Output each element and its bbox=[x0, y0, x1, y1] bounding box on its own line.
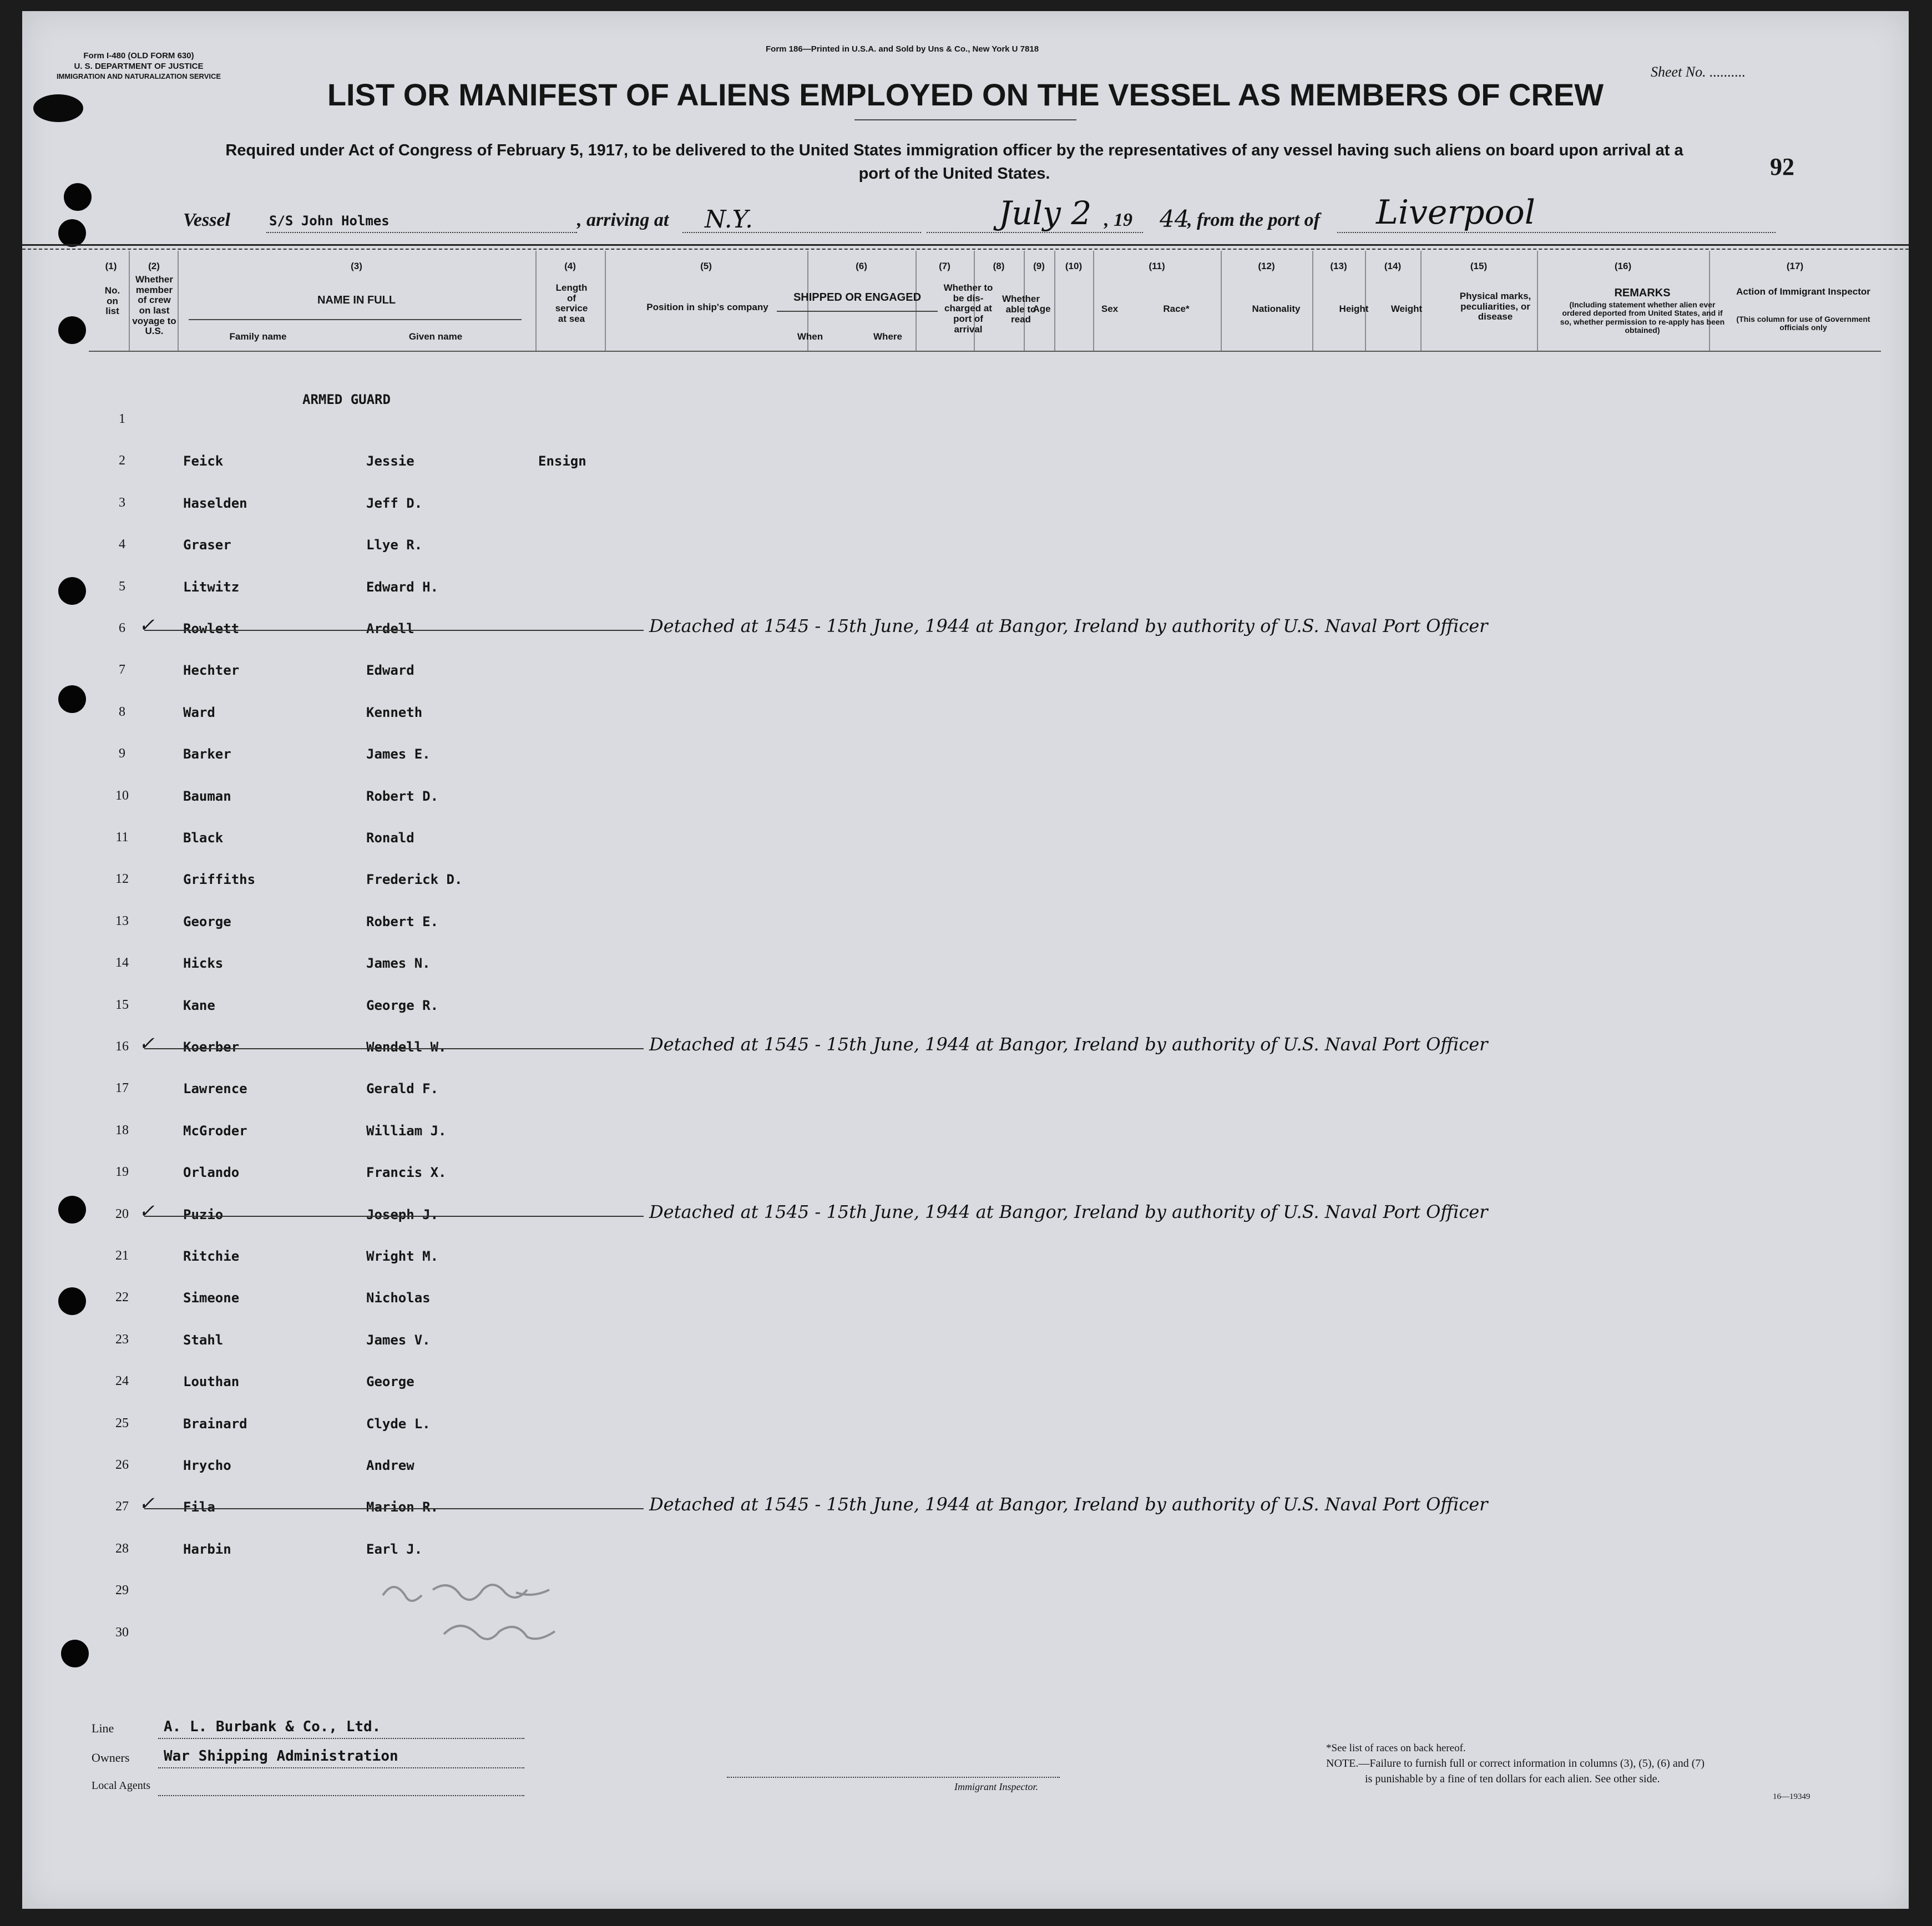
given-name: Edward H. bbox=[366, 579, 439, 595]
col-head-3: NAME IN FULL bbox=[317, 294, 396, 306]
given-name: Llye R. bbox=[366, 537, 423, 553]
page-number: 92 bbox=[1770, 153, 1794, 180]
col-num-1: (1) bbox=[105, 261, 117, 271]
given-name: George R. bbox=[366, 998, 439, 1013]
penalty-note-1: NOTE.—Failure to furnish full or correct information in columns (3), (5), (6) and (7) bbox=[1326, 1757, 1705, 1770]
footer-line-rule bbox=[158, 1738, 524, 1739]
given-name: Nicholas bbox=[366, 1290, 431, 1306]
strike-through-line bbox=[144, 1048, 644, 1049]
row-number: 8 bbox=[119, 705, 125, 719]
row-number: 28 bbox=[115, 1541, 129, 1556]
header-top-rule-2 bbox=[22, 249, 1909, 250]
where-head: Where bbox=[873, 331, 902, 342]
departure-port: Liverpool bbox=[1376, 193, 1535, 232]
punch-hole bbox=[58, 1287, 86, 1315]
subtitle-line1: Required under Act of Congress of February 5, 1917, to be delivered to the United States immigration officer by the representatives of any vessel having such aliens on board upon arrival at a bbox=[225, 141, 1683, 159]
given-name: Edward bbox=[366, 663, 414, 678]
row-number: 14 bbox=[115, 956, 129, 970]
given-name: Joseph J. bbox=[366, 1207, 439, 1222]
family-name: Litwitz bbox=[183, 579, 240, 595]
given-name: James E. bbox=[366, 746, 431, 762]
footer-line-label: Line bbox=[92, 1721, 114, 1735]
given-name: Ardell bbox=[366, 621, 414, 636]
detachment-remark: Detached at 1545 - 15th June, 1944 at Bangor, Ireland by authority of U.S. Naval Port Officer bbox=[649, 1034, 1488, 1055]
header-bottom-rule bbox=[89, 351, 1881, 352]
punch-hole bbox=[58, 685, 86, 713]
family-name: Koerber bbox=[183, 1039, 240, 1055]
ship-position: Ensign bbox=[538, 453, 586, 469]
col-num-15: (15) bbox=[1470, 261, 1488, 271]
footer-agents-rule bbox=[158, 1795, 524, 1796]
col-num-12: (12) bbox=[1258, 261, 1275, 271]
check-mark: ✓ bbox=[139, 1033, 155, 1055]
family-name: Feick bbox=[183, 453, 224, 469]
footer-owners-value: War Shipping Administration bbox=[164, 1748, 398, 1765]
family-name: Griffiths bbox=[183, 872, 256, 887]
punch-hole bbox=[64, 183, 92, 211]
form-id-line3: IMMIGRATION AND NATURALIZATION SERVICE bbox=[56, 72, 221, 80]
family-name: Rowlett bbox=[183, 621, 240, 636]
row-number: 10 bbox=[115, 788, 129, 803]
row-number: 3 bbox=[119, 496, 125, 510]
signature-drawing bbox=[377, 1573, 627, 1651]
family-name: Louthan bbox=[183, 1374, 240, 1389]
given-name: Francis X. bbox=[366, 1165, 447, 1180]
given-name: Marion R. bbox=[366, 1499, 439, 1515]
punch-hole bbox=[58, 577, 86, 605]
row-number: 13 bbox=[115, 914, 129, 928]
row-number: 6 bbox=[119, 621, 125, 635]
family-name: Ward bbox=[183, 705, 215, 720]
row-number: 25 bbox=[115, 1416, 129, 1430]
vessel-fill-rule bbox=[266, 232, 577, 233]
races-note: *See list of races on back hereof. bbox=[1326, 1742, 1466, 1754]
punch-hole bbox=[61, 1640, 89, 1667]
col-num-6: (6) bbox=[856, 261, 867, 271]
row-number: 19 bbox=[115, 1165, 129, 1179]
family-name: Hicks bbox=[183, 956, 224, 971]
col-num-17: (17) bbox=[1786, 261, 1804, 271]
given-name: James V. bbox=[366, 1332, 431, 1348]
row-number: 1 bbox=[119, 412, 125, 426]
given-name: Jessie bbox=[366, 453, 414, 469]
inspector-note: (This column for use of Government officials only bbox=[1736, 315, 1870, 332]
arriving-label: , arriving at bbox=[577, 210, 669, 230]
col-num-7: (7) bbox=[939, 261, 950, 271]
detachment-remark: Detached at 1545 - 15th June, 1944 at Bangor, Ireland by authority of U.S. Naval Port Officer bbox=[649, 1494, 1488, 1515]
row-number: 2 bbox=[119, 453, 125, 468]
check-mark: ✓ bbox=[139, 1493, 155, 1515]
year-prefix: , 19 bbox=[1104, 210, 1132, 230]
given-name: Robert D. bbox=[366, 788, 439, 804]
col-num-14: (14) bbox=[1384, 261, 1402, 271]
family-name: Harbin bbox=[183, 1541, 231, 1557]
subtitle-line2: port of the United States. bbox=[858, 165, 1050, 183]
detachment-remark: Detached at 1545 - 15th June, 1944 at Bangor, Ireland by authority of U.S. Naval Port Officer bbox=[649, 1201, 1488, 1222]
col-head-10: Sex bbox=[1101, 304, 1119, 314]
footer-owners-rule bbox=[158, 1767, 524, 1768]
punch-hole bbox=[58, 219, 86, 247]
family-name: Bauman bbox=[183, 788, 231, 804]
col-head-17: Action of Immigrant Inspector bbox=[1736, 286, 1870, 297]
col-head-15: Physical marks, peculiarities, or disease bbox=[1459, 291, 1531, 322]
punch-hole bbox=[58, 1196, 86, 1224]
form-id-line2: U. S. DEPARTMENT OF JUSTICE bbox=[74, 61, 204, 71]
arriving-port: N.Y. bbox=[705, 205, 753, 234]
given-name: Clyde L. bbox=[366, 1416, 431, 1432]
penalty-note-2: is punishable by a fine of ten dollars for each alien. See other side. bbox=[1365, 1773, 1660, 1785]
col-head-8: Whether able to read bbox=[1002, 294, 1040, 325]
manifest-page bbox=[22, 11, 1909, 1909]
form-title: LIST OR MANIFEST OF ALIENS EMPLOYED ON THE VESSEL AS MEMBERS OF CREW bbox=[327, 77, 1604, 112]
sheet-number: Sheet No. .......... bbox=[1651, 64, 1746, 80]
given-name: Wendell W. bbox=[366, 1039, 447, 1055]
row-number: 16 bbox=[115, 1039, 129, 1054]
row-number: 30 bbox=[115, 1625, 129, 1640]
col-num-11: (11) bbox=[1149, 261, 1165, 271]
given-name: Ronald bbox=[366, 830, 414, 846]
given-name-head: Given name bbox=[408, 331, 463, 342]
arriving-fill-rule bbox=[682, 232, 921, 233]
family-name: Haselden bbox=[183, 496, 247, 511]
row-number: 12 bbox=[115, 872, 129, 886]
row-number: 27 bbox=[115, 1499, 129, 1514]
title-rule bbox=[854, 119, 1076, 120]
col-head-6: SHIPPED OR ENGAGED bbox=[793, 291, 922, 304]
vessel-line bbox=[183, 193, 1848, 239]
col-head-1: No. on list bbox=[104, 285, 120, 317]
col-divider bbox=[129, 251, 130, 351]
detachment-remark: Detached at 1545 - 15th June, 1944 at Bangor, Ireland by authority of U.S. Naval Port Officer bbox=[649, 615, 1488, 636]
footer-agents-label: Local Agents bbox=[92, 1780, 151, 1792]
given-name: Earl J. bbox=[366, 1541, 423, 1557]
family-name: Orlando bbox=[183, 1165, 240, 1180]
family-name: Simeone bbox=[183, 1290, 240, 1306]
row-number: 4 bbox=[119, 537, 125, 552]
section-heading: ARMED GUARD bbox=[302, 392, 391, 407]
family-name: Black bbox=[183, 830, 224, 846]
row-number: 20 bbox=[115, 1207, 129, 1221]
col-head-13: Height bbox=[1339, 304, 1369, 314]
given-name: Kenneth bbox=[366, 705, 423, 720]
when-head: When bbox=[797, 331, 823, 342]
given-name: Frederick D. bbox=[366, 872, 463, 887]
col-num-4: (4) bbox=[564, 261, 576, 271]
remarks-note: (Including statement whether alien ever ordered deported from United States, and if so, whether permission to re-apply has been obtained) bbox=[1560, 300, 1725, 335]
row-number: 5 bbox=[119, 579, 125, 594]
vessel-label: Vessel bbox=[183, 210, 230, 230]
shipped-sub-rule bbox=[777, 311, 938, 312]
footer-owners-label: Owners bbox=[92, 1751, 130, 1765]
col-head-5: Position in ship's company bbox=[646, 302, 768, 312]
given-name: Wright M. bbox=[366, 1248, 439, 1264]
family-name: Fila bbox=[183, 1499, 215, 1515]
given-name: Robert E. bbox=[366, 914, 439, 929]
family-name: Lawrence bbox=[183, 1081, 247, 1096]
row-number: 26 bbox=[115, 1458, 129, 1472]
row-number: 15 bbox=[115, 998, 129, 1012]
col-head-12: Nationality bbox=[1252, 304, 1301, 314]
col-head-9: Age bbox=[1033, 304, 1051, 314]
given-name: James N. bbox=[366, 956, 431, 971]
row-number: 23 bbox=[115, 1332, 129, 1347]
from-port-label: , from the port of bbox=[1187, 210, 1320, 230]
row-number: 29 bbox=[115, 1583, 129, 1598]
row-number: 7 bbox=[119, 663, 125, 677]
family-name-head: Family name bbox=[229, 331, 287, 342]
date-fill-rule bbox=[927, 232, 1143, 233]
printer-line: Form 186—Printed in U.S.A. and Sold by Uns & Co., New York U 7818 bbox=[766, 44, 1039, 54]
inspector-rule bbox=[727, 1777, 1060, 1778]
footer-line-value: A. L. Burbank & Co., Ltd. bbox=[164, 1718, 381, 1735]
inspector-label: Immigrant Inspector. bbox=[954, 1781, 1038, 1792]
signature-scribble bbox=[377, 1573, 627, 1657]
strike-through-line bbox=[144, 1508, 644, 1509]
family-name: Hrycho bbox=[183, 1458, 231, 1473]
col-head-16: REMARKS bbox=[1614, 287, 1671, 299]
form-code: 16—19349 bbox=[1773, 1792, 1810, 1801]
col-num-9: (9) bbox=[1033, 261, 1045, 271]
col-num-10: (10) bbox=[1065, 261, 1083, 271]
port-fill-rule bbox=[1337, 232, 1776, 233]
row-number: 9 bbox=[119, 746, 125, 761]
family-name: Kane bbox=[183, 998, 215, 1013]
col-num-5: (5) bbox=[700, 261, 712, 271]
row-number: 21 bbox=[115, 1248, 129, 1263]
arrival-year: 44 bbox=[1160, 205, 1190, 232]
vessel-name: S/S John Holmes bbox=[269, 213, 390, 229]
col-num-2: (2) bbox=[148, 261, 160, 271]
col-head-4: Length of service at sea bbox=[555, 282, 588, 325]
arrival-date: July 2 bbox=[999, 194, 1092, 232]
col-num-16: (16) bbox=[1614, 261, 1632, 271]
family-name: George bbox=[183, 914, 231, 929]
row-number: 24 bbox=[115, 1374, 129, 1388]
col-head-11: Race* bbox=[1163, 304, 1190, 314]
form-subtitle bbox=[67, 139, 1842, 185]
family-name: Ritchie bbox=[183, 1248, 240, 1264]
strike-through-line bbox=[144, 1216, 644, 1217]
family-name: Stahl bbox=[183, 1332, 224, 1348]
family-name: Puzio bbox=[183, 1207, 224, 1222]
row-number: 11 bbox=[115, 830, 129, 845]
name-sub-rule bbox=[189, 319, 522, 320]
col-num-13: (13) bbox=[1330, 261, 1347, 271]
strike-through-line bbox=[144, 630, 644, 631]
row-number: 18 bbox=[115, 1123, 129, 1138]
col-head-2: Whether member of crew on last voyage to U.S. bbox=[132, 274, 176, 337]
form-id-line1: Form I-480 (OLD FORM 630) bbox=[83, 51, 194, 60]
punch-hole bbox=[58, 316, 86, 344]
col-num-8: (8) bbox=[993, 261, 1005, 271]
row-number: 17 bbox=[115, 1081, 129, 1095]
col-head-7: Whether to be dis-charged at port of arrival bbox=[943, 282, 993, 335]
family-name: McGroder bbox=[183, 1123, 247, 1139]
row-number: 22 bbox=[115, 1290, 129, 1305]
check-mark: ✓ bbox=[139, 1200, 155, 1222]
given-name: George bbox=[366, 1374, 414, 1389]
col-head-14: Weight bbox=[1390, 304, 1423, 314]
header-top-rule bbox=[22, 244, 1909, 246]
check-mark: ✓ bbox=[139, 614, 155, 636]
given-name: William J. bbox=[366, 1123, 447, 1139]
family-name: Barker bbox=[183, 746, 231, 762]
given-name: Jeff D. bbox=[366, 496, 423, 511]
given-name: Gerald F. bbox=[366, 1081, 439, 1096]
family-name: Graser bbox=[183, 537, 231, 553]
family-name: Brainard bbox=[183, 1416, 247, 1432]
given-name: Andrew bbox=[366, 1458, 414, 1473]
family-name: Hechter bbox=[183, 663, 240, 678]
col-num-3: (3) bbox=[351, 261, 362, 271]
